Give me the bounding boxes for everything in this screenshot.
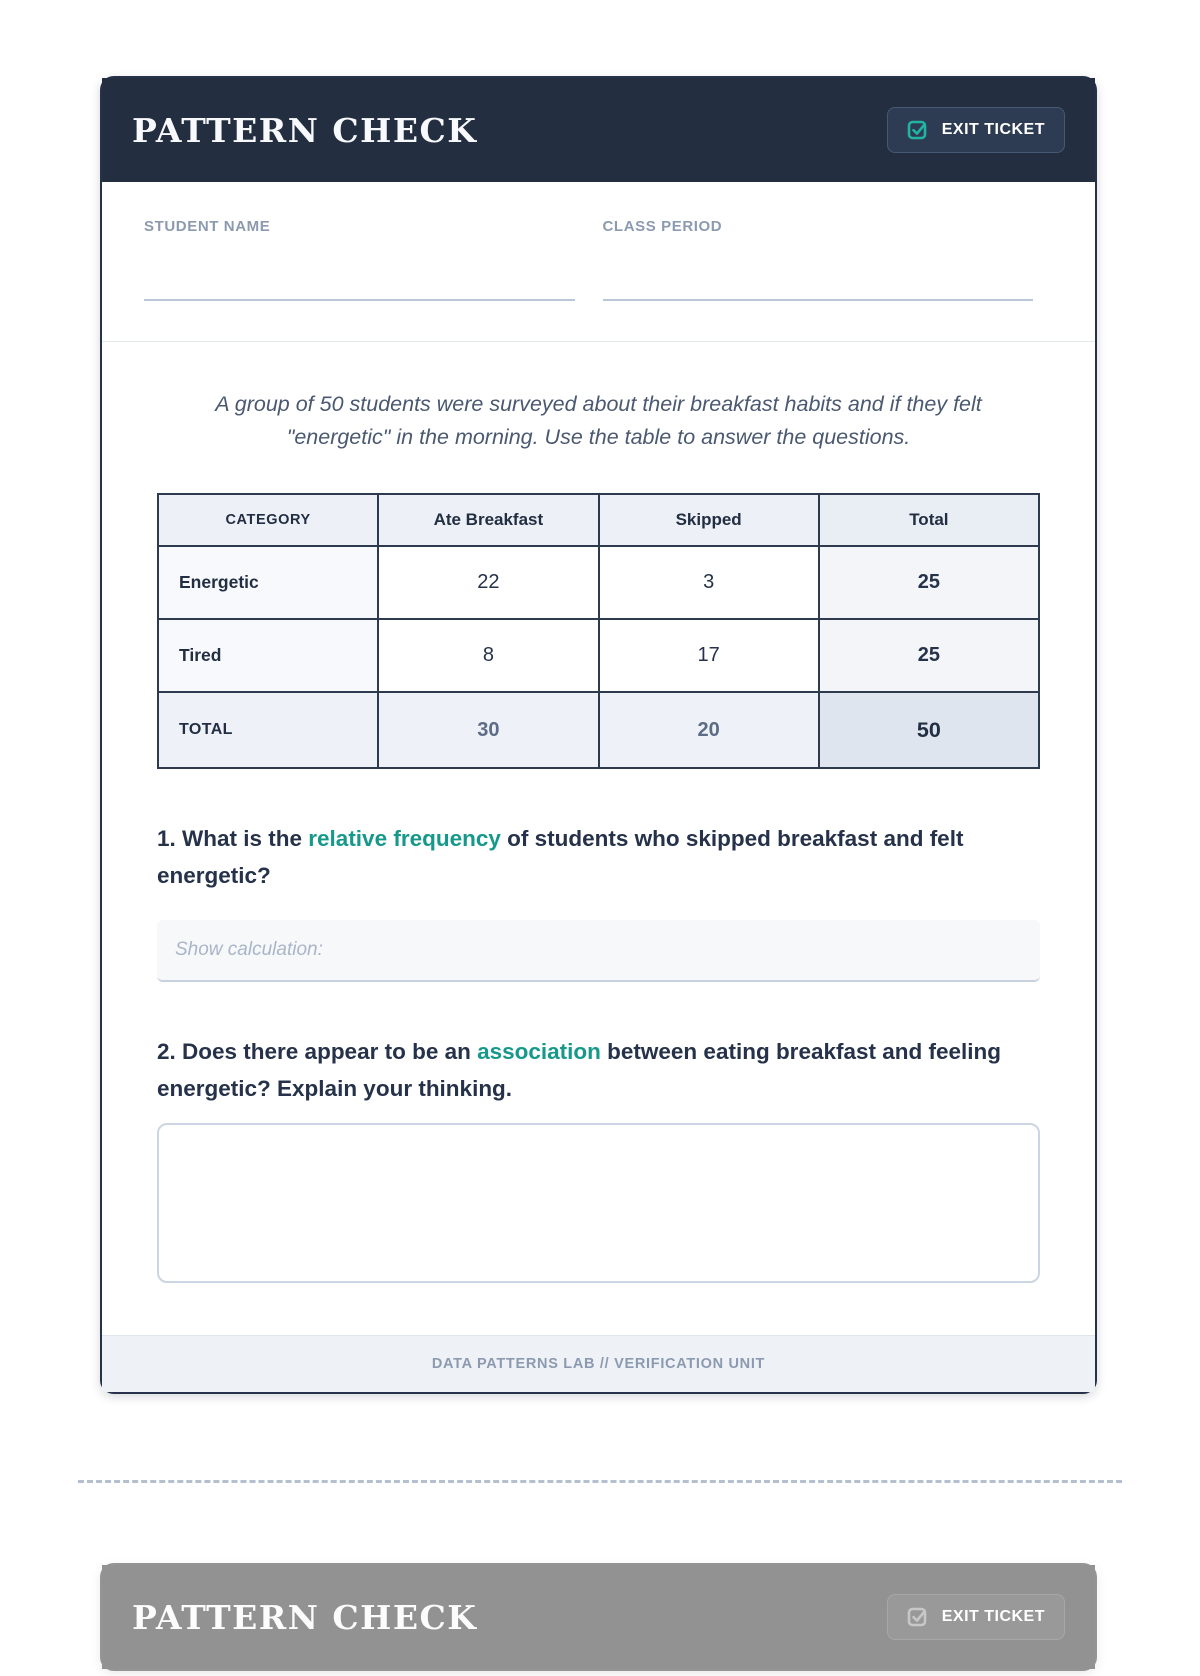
card-footer — [102, 1335, 1095, 1392]
frequency-table — [157, 493, 1040, 769]
question-2-keyword: association — [477, 1039, 601, 1065]
cell-tired-total: 25 — [819, 619, 1039, 692]
explanation-textarea[interactable] — [157, 1123, 1040, 1283]
page-title-copy: PATTERN CHECK — [132, 1597, 478, 1637]
exit-ticket-button-copy — [887, 1594, 1065, 1640]
intro-text: A group of 50 students were surveyed about their breakfast habits and if they felt "energetic" in the morning. Use the table to answer the questions. — [215, 392, 982, 449]
cell-total-skipped: 20 — [599, 692, 819, 768]
footer-text: DATA PATTERNS LAB // VERIFICATION UNIT — [431, 1356, 766, 1373]
row-label-tired: Tired — [158, 619, 378, 692]
card-header — [102, 78, 1095, 182]
column-header-category: CATEGORY — [158, 494, 378, 546]
row-label-energetic: Energetic — [158, 546, 378, 619]
section-divider — [102, 341, 1095, 342]
column-header-ate-breakfast: Ate Breakfast — [378, 494, 598, 546]
cell-energetic-ate: 22 — [378, 546, 598, 619]
table-row — [158, 546, 1039, 619]
student-name-field-group — [144, 218, 575, 301]
row-label-total: TOTAL — [158, 692, 378, 768]
question-1-text: 1. What is the — [157, 826, 309, 852]
table-header-row — [158, 494, 1039, 546]
cell-tired-ate: 8 — [378, 619, 598, 692]
class-period-input[interactable] — [603, 279, 1034, 301]
class-period-label: CLASS PERIOD — [602, 218, 723, 235]
table-total-row — [158, 692, 1039, 768]
cut-line-divider — [78, 1480, 1122, 1483]
table-row — [158, 619, 1039, 692]
question-1 — [157, 821, 1040, 894]
cell-energetic-skipped: 3 — [599, 546, 819, 619]
question-2 — [157, 1034, 1040, 1107]
question-2-text: 2. Does there appear to be an — [157, 1039, 478, 1065]
student-info-section — [102, 182, 1095, 341]
worksheet-content — [102, 388, 1095, 1283]
check-square-icon — [907, 1606, 929, 1628]
cell-energetic-total: 25 — [819, 546, 1039, 619]
class-period-field-group — [603, 218, 1034, 301]
check-square-icon — [907, 119, 929, 141]
calculation-input[interactable] — [157, 920, 1040, 982]
exit-ticket-card — [100, 76, 1097, 1394]
student-name-label: STUDENT NAME — [144, 218, 271, 235]
exit-ticket-button[interactable] — [887, 107, 1065, 153]
exit-ticket-card-copy — [100, 1563, 1097, 1671]
question-1-text-cont: of students who skipped breakfast and felt energetic? — [157, 826, 964, 888]
question-2-text-cont: between eating breakfast and feeling energetic? Explain your thinking. — [157, 1039, 1002, 1101]
card-header-copy — [102, 1565, 1095, 1669]
exit-ticket-label: EXIT TICKET — [941, 121, 1045, 138]
question-1-keyword: relative frequency — [308, 826, 501, 852]
column-header-total: Total — [819, 494, 1039, 546]
cell-total-ate: 30 — [378, 692, 598, 768]
column-header-skipped: Skipped — [599, 494, 819, 546]
student-name-input[interactable] — [144, 279, 575, 301]
page-title: PATTERN CHECK — [132, 110, 478, 150]
cell-tired-skipped: 17 — [599, 619, 819, 692]
exit-ticket-label-copy: EXIT TICKET — [941, 1608, 1045, 1626]
cell-grand-total: 50 — [819, 692, 1039, 768]
